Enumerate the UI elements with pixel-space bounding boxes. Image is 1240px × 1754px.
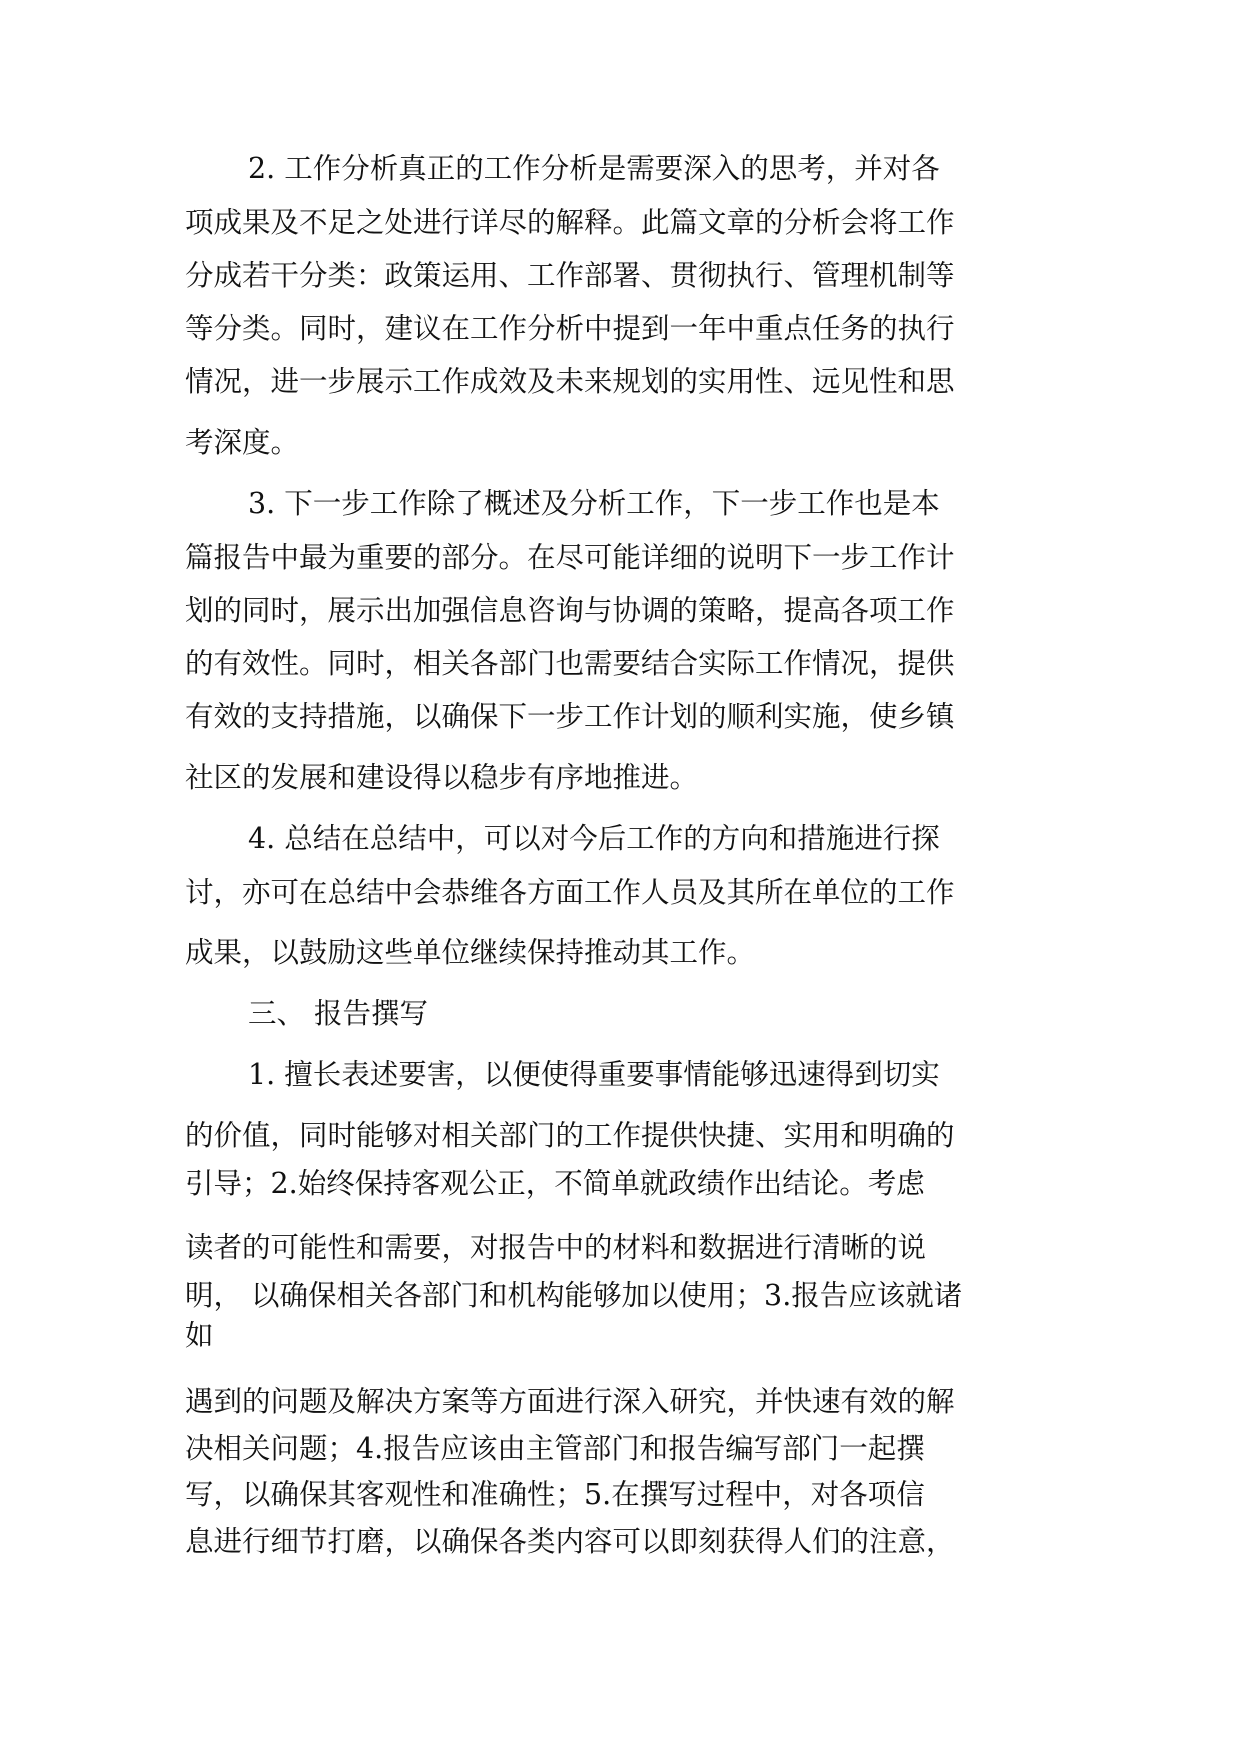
text-line: 成果，以鼓励这些单位继续保持推动其工作。 xyxy=(185,936,756,969)
text-line: 社区的发展和建设得以稳步有序地推进。 xyxy=(185,761,699,794)
text-line: 决相关问题；4.报告应该由主管部门和报告编写部门一起撰 xyxy=(185,1432,925,1465)
text-line: 项成果及不足之处进行详尽的解释。此篇文章的分析会将工作 xyxy=(185,206,955,239)
text-line: 分成若干分类：政策运用、工作部署、贯彻执行、管理机制等 xyxy=(185,259,955,292)
text-line: 篇报告中最为重要的部分。在尽可能详细的说明下一步工作计 xyxy=(185,541,955,574)
text-line: 讨，亦可在总结中会恭维各方面工作人员及其所在单位的工作 xyxy=(185,876,955,909)
text-line: 4. 总结在总结中，可以对今后工作的方向和措施进行探 xyxy=(248,822,940,855)
text-line: 引导；2.始终保持客观公正，不简单就政绩作出结论。考虑 xyxy=(185,1167,925,1200)
text-line: 2. 工作分析真正的工作分析是需要深入的思考，并对各 xyxy=(248,152,940,185)
text-line: 写，以确保其客观性和准确性；5.在撰写过程中，对各项信 xyxy=(185,1478,925,1511)
text-line: 的价值，同时能够对相关部门的工作提供快捷、实用和明确的 xyxy=(185,1119,955,1152)
text-line: 明， 以确保相关各部门和机构能够加以使用；3.报告应该就诸 xyxy=(185,1279,963,1312)
text-line: 考深度。 xyxy=(185,426,300,459)
text-line: 有效的支持措施，以确保下一步工作计划的顺利实施，使乡镇 xyxy=(185,700,955,733)
text-line: 划的同时，展示出加强信息咨询与协调的策略，提高各项工作 xyxy=(185,594,955,627)
text-line: 的有效性。同时，相关各部门也需要结合实际工作情况，提供 xyxy=(185,647,955,680)
text-line: 1. 擅长表述要害，以便使得重要事情能够迅速得到切实 xyxy=(248,1058,940,1091)
text-line: 3. 下一步工作除了概述及分析工作，下一步工作也是本 xyxy=(248,487,940,520)
text-line: 遇到的问题及解决方案等方面进行深入研究，并快速有效的解 xyxy=(185,1385,955,1418)
section-heading: 三、 报告撰写 xyxy=(248,997,429,1030)
text-line: 情况，进一步展示工作成效及未来规划的实用性、远见性和思 xyxy=(185,365,955,398)
text-line: 如 xyxy=(185,1319,214,1352)
text-line: 读者的可能性和需要，对报告中的材料和数据进行清晰的说 xyxy=(185,1231,927,1264)
text-line: 息进行细节打磨，以确保各类内容可以即刻获得人们的注意， xyxy=(185,1525,955,1558)
text-line: 等分类。同时，建议在工作分析中提到一年中重点任务的执行 xyxy=(185,312,955,345)
